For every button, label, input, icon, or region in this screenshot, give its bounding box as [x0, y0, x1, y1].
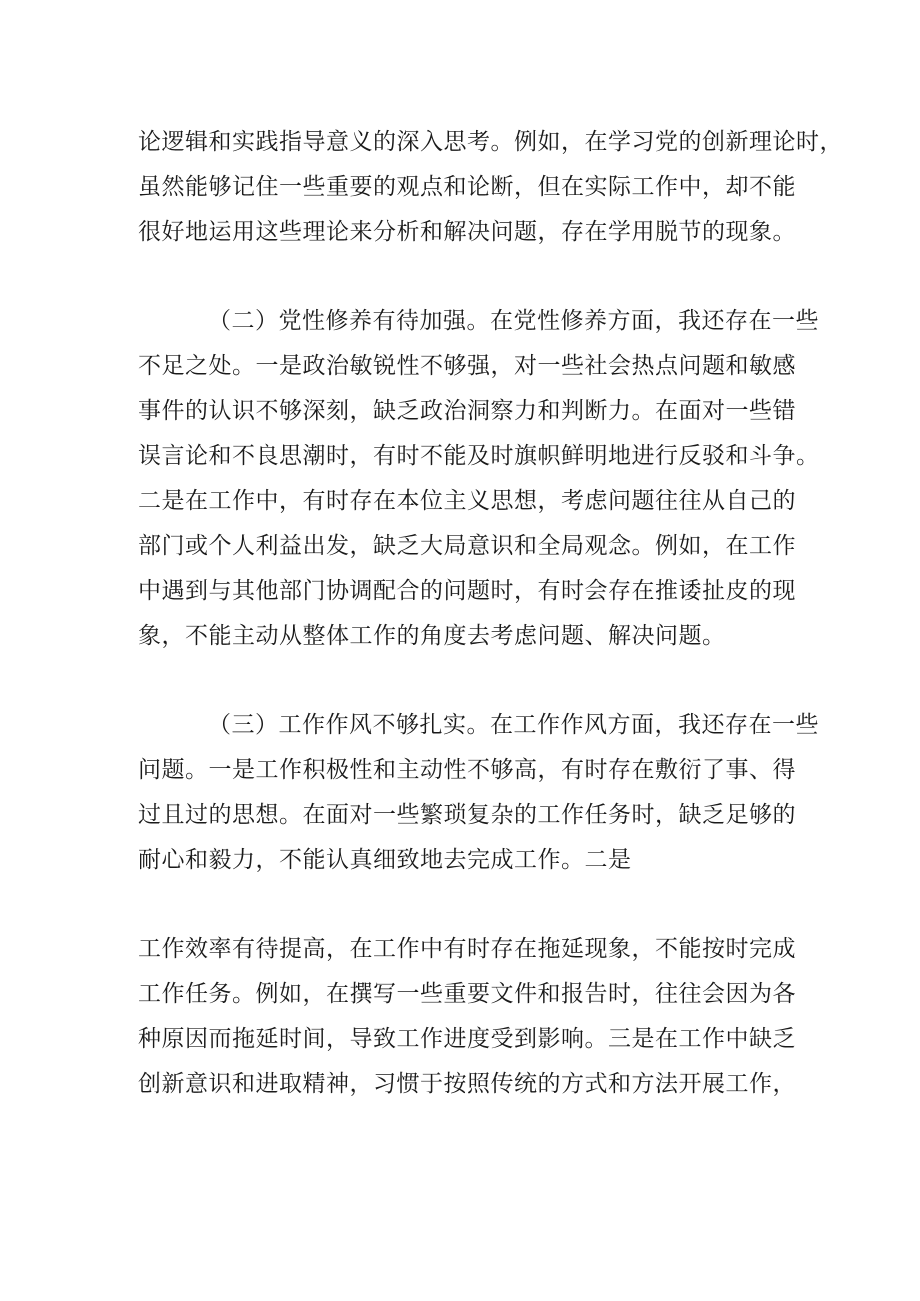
- text-line: 耐心和毅力，不能认真细致地去完成工作。二是: [138, 847, 632, 873]
- text-line: 误言论和不良思潮时，有时不能及时旗帜鲜明地进行反驳和斗争。: [138, 443, 820, 469]
- text-line: 不足之处。一是政治敏锐性不够强，对一些社会热点问题和敏感: [138, 353, 796, 379]
- text-line: 过且过的思想。在面对一些繁琐复杂的工作任务时，缺乏足够的: [138, 802, 796, 828]
- text-line: 事件的认识不够深刻，缺乏政治洞察力和判断力。在面对一些错: [138, 398, 796, 424]
- text-line: 部门或个人利益出发，缺乏大局意识和全局观念。例如，在工作: [138, 533, 796, 559]
- text-line: 象，不能主动从整体工作的角度去考虑问题、解决问题。: [138, 623, 726, 649]
- text-line: 工作任务。例如，在撰写一些重要文件和报告时，往往会因为各: [138, 981, 796, 1007]
- text-line: 创新意识和进取精神，习惯于按照传统的方式和方法开展工作，: [138, 1071, 796, 1097]
- section-heading-line: （三）工作作风不够扎实。在工作作风方面，我还存在一些: [208, 712, 819, 738]
- section-heading-line: （二）党性修养有待加强。在党性修养方面，我还存在一些: [208, 308, 819, 334]
- text-line: 虽然能够记住一些重要的观点和论断，但在实际工作中，却不能: [138, 174, 796, 200]
- text-line: 工作效率有待提高，在工作中有时存在拖延现象，不能按时完成: [138, 936, 796, 962]
- text-line: 种原因而拖延时间，导致工作进度受到影响。三是在工作中缺乏: [138, 1026, 796, 1052]
- text-line: 很好地运用这些理论来分析和解决问题，存在学用脱节的现象。: [138, 219, 796, 245]
- text-line: 论逻辑和实践指导意义的深入思考。例如，在学习党的创新理论时，: [138, 129, 843, 155]
- text-line: 二是在工作中，有时存在本位主义思想，考虑问题往往从自己的: [138, 488, 796, 514]
- text-line: 问题。一是工作积极性和主动性不够高，有时存在敷衍了事、得: [138, 757, 796, 783]
- text-line: 中遇到与其他部门协调配合的问题时，有时会存在推诿扯皮的现: [138, 578, 796, 604]
